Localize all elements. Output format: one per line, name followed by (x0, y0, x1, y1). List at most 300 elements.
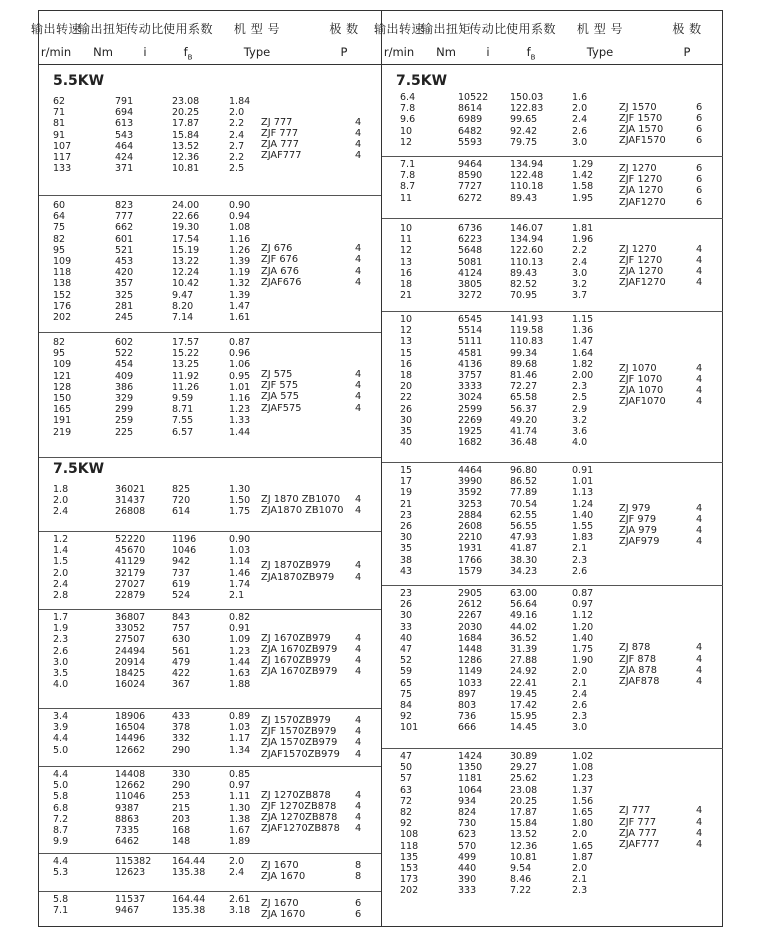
model-type: ZJF 1270 (619, 254, 663, 266)
torque: 730 (458, 818, 477, 830)
ratio: 15.84 (510, 818, 538, 830)
ratio: 134.94 (510, 159, 544, 170)
torque: 386 (115, 381, 134, 393)
service-factor: 1.38 (229, 813, 251, 825)
torque: 2267 (458, 610, 483, 622)
speed: 1.5 (53, 556, 69, 568)
service-factor: 1.81 (572, 223, 594, 234)
model-line (39, 726, 381, 737)
model-line (39, 572, 381, 583)
speed: 107 (53, 140, 72, 152)
service-factor: 1.08 (229, 222, 251, 234)
ratio: 41.87 (510, 543, 538, 555)
ratio: 99.65 (510, 114, 538, 126)
torque: 464 (115, 140, 134, 152)
service-factor: 1.65 (572, 840, 594, 852)
torque: 9464 (458, 159, 483, 170)
speed: 128 (53, 381, 72, 393)
ratio: 12.36 (172, 151, 200, 163)
speed: 71 (53, 107, 66, 119)
service-factor: 2.4 (572, 114, 588, 126)
torque: 666 (458, 722, 477, 734)
speed: 2.4 (53, 578, 69, 590)
service-factor: 1.63 (229, 667, 251, 679)
ratio: 34.23 (510, 565, 538, 577)
torque: 1350 (458, 762, 483, 774)
speed: 4.0 (53, 679, 69, 691)
speed: 10 (400, 314, 413, 325)
model-line (39, 860, 381, 871)
speed: 165 (53, 404, 72, 416)
torque: 4136 (458, 358, 483, 370)
speed: 118 (53, 267, 72, 279)
service-factor: 2.1 (229, 589, 245, 601)
speed: 91 (53, 129, 66, 141)
ratio: 47.93 (510, 532, 538, 544)
data-group (39, 610, 381, 709)
service-factor: 2.0 (572, 103, 588, 115)
service-factor: 1.40 (572, 632, 594, 644)
ratio: 524 (172, 589, 191, 601)
speed: 1.7 (53, 612, 69, 623)
model-poles: 8 (355, 871, 362, 883)
model-line (382, 197, 723, 208)
model-poles: 4 (355, 139, 362, 151)
service-factor: 1.56 (572, 795, 594, 807)
speed: 19 (400, 487, 413, 499)
speed: 43 (400, 565, 413, 577)
torque: 371 (115, 163, 134, 175)
model-type: ZJ 1870ZB979 (261, 560, 331, 572)
torque: 329 (115, 392, 134, 404)
service-factor: 1.50 (229, 495, 251, 507)
service-factor: 2.0 (229, 856, 245, 867)
speed: 92 (400, 711, 413, 723)
model-type: ZJA 1670 (261, 909, 306, 921)
header-en: P (683, 45, 691, 59)
model-poles: 4 (355, 265, 362, 277)
model-line (382, 266, 723, 277)
torque: 11046 (115, 791, 146, 803)
model-type: ZJ 1270ZB878 (261, 789, 331, 801)
torque: 41129 (115, 556, 146, 568)
speed: 40 (400, 632, 413, 644)
service-factor: 0.89 (229, 711, 251, 722)
ratio: 41.74 (510, 425, 538, 437)
ratio: 11.26 (172, 381, 200, 393)
model-line (382, 135, 723, 146)
data-group (382, 749, 723, 925)
ratio: 164.44 (172, 894, 206, 905)
service-factor: 1.23 (572, 773, 594, 785)
model-line (39, 790, 381, 801)
speed: 47 (400, 751, 413, 762)
model-type: ZJAF1270ZB878 (261, 823, 340, 835)
service-factor: 2.3 (572, 554, 588, 566)
ratio: 168 (172, 824, 191, 836)
torque: 45670 (115, 545, 146, 557)
ratio: 15.84 (172, 129, 200, 141)
speed: 21 (400, 498, 413, 510)
model-poles: 4 (696, 816, 703, 828)
torque: 299 (115, 404, 134, 416)
torque: 3757 (458, 369, 483, 381)
header-col (669, 21, 705, 60)
speed: 9.9 (53, 836, 69, 848)
torque: 1684 (458, 632, 483, 644)
torque: 357 (115, 278, 134, 290)
model-poles: 4 (355, 571, 362, 583)
speed: 30 (400, 414, 413, 426)
model-poles: 4 (696, 502, 703, 514)
service-factor: 1.87 (572, 851, 594, 863)
model-type: ZJAF777 (619, 838, 660, 850)
torque: 27507 (115, 634, 146, 646)
torque: 623 (458, 829, 477, 841)
model-line (39, 494, 381, 505)
ratio: 36.52 (510, 632, 538, 644)
service-factor: 2.1 (572, 543, 588, 555)
model-type: ZJF 676 (261, 254, 299, 266)
torque: 1181 (458, 773, 483, 785)
model-type: ZJAF1270 (619, 196, 666, 208)
ratio: 561 (172, 645, 191, 657)
torque: 453 (115, 255, 134, 267)
torque: 6989 (458, 114, 483, 126)
ratio: 96.80 (510, 465, 538, 476)
ratio: 56.37 (510, 403, 538, 415)
model-type: ZJ 1670ZB979 (261, 632, 331, 644)
service-factor: 1.58 (572, 181, 594, 193)
service-factor: 2.0 (572, 862, 588, 874)
ratio: 36.48 (510, 437, 538, 449)
service-factor: 0.85 (229, 769, 251, 780)
service-factor: 1.03 (229, 545, 251, 557)
model-type: ZJF 878 (619, 653, 657, 665)
torque: 409 (115, 370, 134, 382)
model-type: ZJA 1570 (619, 123, 664, 135)
ratio: 77.89 (510, 487, 538, 499)
header-en: Nm (436, 45, 456, 59)
speed: 2.6 (53, 645, 69, 657)
torque: 12662 (115, 780, 146, 792)
service-factor: 2.4 (572, 688, 588, 700)
ratio: 22.41 (510, 677, 538, 689)
service-factor: 2.4 (229, 867, 245, 879)
model-line (382, 514, 723, 525)
ratio: 65.58 (510, 392, 538, 404)
torque: 601 (115, 233, 134, 245)
torque: 1448 (458, 643, 483, 655)
ratio: 1046 (172, 545, 197, 557)
ratio: 70.95 (510, 290, 538, 302)
speed: 84 (400, 699, 413, 711)
torque: 2612 (458, 599, 483, 611)
torque: 7335 (115, 824, 140, 836)
service-factor: 2.1 (572, 677, 588, 689)
service-factor: 2.6 (572, 699, 588, 711)
service-factor: 1.44 (229, 656, 251, 668)
torque: 2599 (458, 403, 483, 415)
speed: 59 (400, 666, 413, 678)
model-poles: 4 (696, 243, 703, 255)
speed: 50 (400, 762, 413, 774)
model-poles: 4 (696, 277, 703, 289)
torque: 225 (115, 426, 134, 438)
speed: 6.8 (53, 802, 69, 814)
torque: 736 (458, 711, 477, 723)
ratio: 122.83 (510, 103, 544, 115)
group-models (382, 363, 723, 408)
speed: 63 (400, 784, 413, 796)
service-factor: 2.4 (572, 256, 588, 268)
torque: 613 (115, 118, 134, 130)
ratio: 7.55 (172, 415, 194, 427)
service-factor: 1.29 (572, 159, 594, 170)
model-type: ZJA 979 (619, 524, 657, 536)
service-factor: 0.97 (572, 599, 594, 611)
speed: 75 (400, 688, 413, 700)
torque: 14496 (115, 733, 146, 745)
service-factor: 1.47 (572, 336, 594, 348)
torque: 3333 (458, 381, 483, 393)
torque: 24494 (115, 645, 146, 657)
ratio: 14.45 (510, 722, 538, 734)
right-header (373, 11, 723, 65)
torque: 12623 (115, 867, 146, 879)
model-poles: 4 (355, 391, 362, 403)
speed: 18 (400, 369, 413, 381)
ratio: 134.94 (510, 234, 544, 246)
speed: 2.3 (53, 634, 69, 646)
torque: 33052 (115, 623, 146, 635)
model-type: ZJA 878 (619, 664, 657, 676)
service-factor: 3.7 (572, 290, 588, 302)
speed: 20 (400, 381, 413, 393)
model-type: ZJAF1070 (619, 396, 666, 408)
header-cn: 传动比 (469, 22, 507, 36)
torque: 1766 (458, 554, 483, 566)
speed: 4.4 (53, 769, 69, 780)
service-factor: 1.65 (572, 806, 594, 818)
ratio: 79.75 (510, 136, 538, 148)
speed: 21 (400, 290, 413, 302)
model-poles: 6 (696, 101, 703, 113)
model-poles: 4 (696, 838, 703, 850)
ratio: 20.25 (172, 107, 200, 119)
speed: 82 (53, 233, 66, 245)
torque: 20914 (115, 656, 146, 668)
header-en: Nm (93, 45, 113, 59)
ratio: 290 (172, 780, 191, 792)
model-type: ZJF 1270 (619, 174, 663, 186)
model-type: ZJA 1670ZB979 (261, 666, 338, 678)
model-line (382, 805, 723, 816)
speed: 138 (53, 278, 72, 290)
model-line (39, 749, 381, 760)
ratio: 8.20 (172, 300, 194, 312)
speed: 57 (400, 773, 413, 785)
service-factor: 1.06 (229, 359, 251, 371)
ratio: 119.58 (510, 325, 544, 337)
ratio: 164.44 (172, 856, 206, 867)
section-heading: 5.5KW (53, 73, 105, 89)
service-factor: 1.01 (229, 381, 251, 393)
data-group (39, 532, 381, 610)
model-type: ZJ 676 (261, 243, 293, 255)
ratio: 24.92 (510, 666, 538, 678)
model-line (39, 403, 381, 414)
model-type: ZJA1870 ZB1070 (261, 504, 344, 516)
service-factor: 1.90 (572, 655, 594, 667)
model-poles: 4 (355, 666, 362, 678)
torque: 1682 (458, 437, 483, 449)
torque: 8863 (115, 813, 140, 825)
model-type: ZJ 1670ZB979 (261, 655, 331, 667)
model-poles: 4 (355, 715, 362, 726)
speed: 1.9 (53, 623, 69, 635)
torque: 325 (115, 289, 134, 301)
ratio: 17.54 (172, 233, 200, 245)
torque: 18425 (115, 667, 146, 679)
torque: 420 (115, 267, 134, 279)
model-line (39, 871, 381, 882)
service-factor: 1.46 (229, 567, 251, 579)
torque: 6462 (115, 836, 140, 848)
speed: 26 (400, 599, 413, 611)
ratio: 150.03 (510, 92, 544, 103)
model-line (39, 117, 381, 128)
ratio: 22.66 (172, 211, 200, 223)
model-line (382, 124, 723, 135)
speed: 16 (400, 267, 413, 279)
ratio: 89.43 (510, 192, 538, 204)
torque: 14408 (115, 769, 146, 780)
torque: 5111 (458, 336, 483, 348)
motor-selection-table (30, 10, 723, 927)
model-line (39, 715, 381, 726)
model-poles: 4 (355, 726, 362, 738)
service-factor: 1.30 (229, 484, 251, 495)
speed: 72 (400, 795, 413, 807)
model-line (382, 255, 723, 266)
torque: 36807 (115, 612, 146, 623)
model-type: ZJF 1570 (619, 112, 663, 124)
model-type: ZJF 1070 (619, 373, 663, 385)
model-poles: 4 (355, 127, 362, 139)
service-factor: 1.55 (572, 520, 594, 532)
model-poles: 6 (355, 909, 362, 921)
torque: 2884 (458, 509, 483, 521)
torque: 6272 (458, 192, 483, 204)
speed: 5.8 (53, 791, 69, 803)
torque: 1149 (458, 666, 483, 678)
service-factor: 1.37 (572, 784, 594, 796)
header-en: r/min (383, 45, 415, 59)
header-en: Type (586, 45, 614, 59)
ratio: 9.47 (172, 289, 194, 301)
model-line (382, 503, 723, 514)
model-poles: 4 (355, 748, 362, 760)
torque: 4581 (458, 347, 483, 359)
service-factor: 0.87 (572, 588, 594, 599)
speed: 11 (400, 234, 413, 246)
service-factor: 0.96 (229, 348, 251, 360)
torque: 5081 (458, 256, 483, 268)
model-line (39, 150, 381, 161)
ratio: 330 (172, 769, 191, 780)
model-type: ZJAF1570 (619, 135, 666, 147)
speed: 13 (400, 256, 413, 268)
speed: 10 (400, 125, 413, 137)
service-factor: 2.1 (572, 874, 588, 886)
torque: 1925 (458, 425, 483, 437)
torque: 934 (458, 795, 477, 807)
ratio: 63.00 (510, 588, 538, 599)
model-poles: 4 (696, 675, 703, 687)
ratio: 737 (172, 567, 191, 579)
service-factor: 3.18 (229, 905, 251, 917)
model-poles: 4 (355, 254, 362, 266)
torque: 602 (115, 337, 134, 348)
speed: 176 (53, 300, 72, 312)
model-poles: 4 (355, 812, 362, 824)
service-factor: 2.2 (572, 245, 588, 257)
speed: 6.4 (400, 92, 416, 103)
group-models (39, 715, 381, 760)
model-poles: 4 (355, 560, 362, 572)
service-factor: 2.00 (572, 369, 594, 381)
service-factor: 1.17 (229, 733, 251, 745)
data-group (39, 709, 381, 767)
service-factor: 1.80 (572, 818, 594, 830)
torque: 2905 (458, 588, 483, 599)
model-poles: 6 (696, 123, 703, 135)
data-group (39, 333, 381, 458)
service-factor: 1.74 (229, 578, 251, 590)
service-factor: 2.3 (572, 885, 588, 897)
header-en: $f_B$ (183, 45, 193, 62)
speed: 8.7 (53, 824, 69, 836)
header-cn: 输出扭矩 (77, 22, 128, 36)
torque: 2269 (458, 414, 483, 426)
model-type: ZJA 1270 (619, 185, 664, 197)
torque: 22879 (115, 589, 146, 601)
ratio: 86.52 (510, 476, 538, 488)
group-models (39, 790, 381, 835)
torque: 2210 (458, 532, 483, 544)
speed: 153 (400, 862, 419, 874)
ratio: 110.13 (510, 256, 544, 268)
data-group (39, 854, 381, 892)
group-models (39, 243, 381, 288)
service-factor: 1.11 (229, 791, 251, 803)
right-column (373, 11, 723, 926)
section-heading: 7.5KW (396, 73, 448, 89)
speed: 108 (400, 829, 419, 841)
service-factor: 2.6 (572, 125, 588, 137)
speed: 109 (53, 255, 72, 267)
torque: 3805 (458, 278, 483, 290)
model-type: ZJF 1570ZB979 (261, 726, 337, 738)
model-type: ZJAF878 (619, 675, 660, 687)
torque: 522 (115, 348, 134, 360)
service-factor: 3.2 (572, 414, 588, 426)
speed: 1.4 (53, 545, 69, 557)
torque: 6482 (458, 125, 483, 137)
torque: 3592 (458, 487, 483, 499)
model-line (382, 185, 723, 196)
